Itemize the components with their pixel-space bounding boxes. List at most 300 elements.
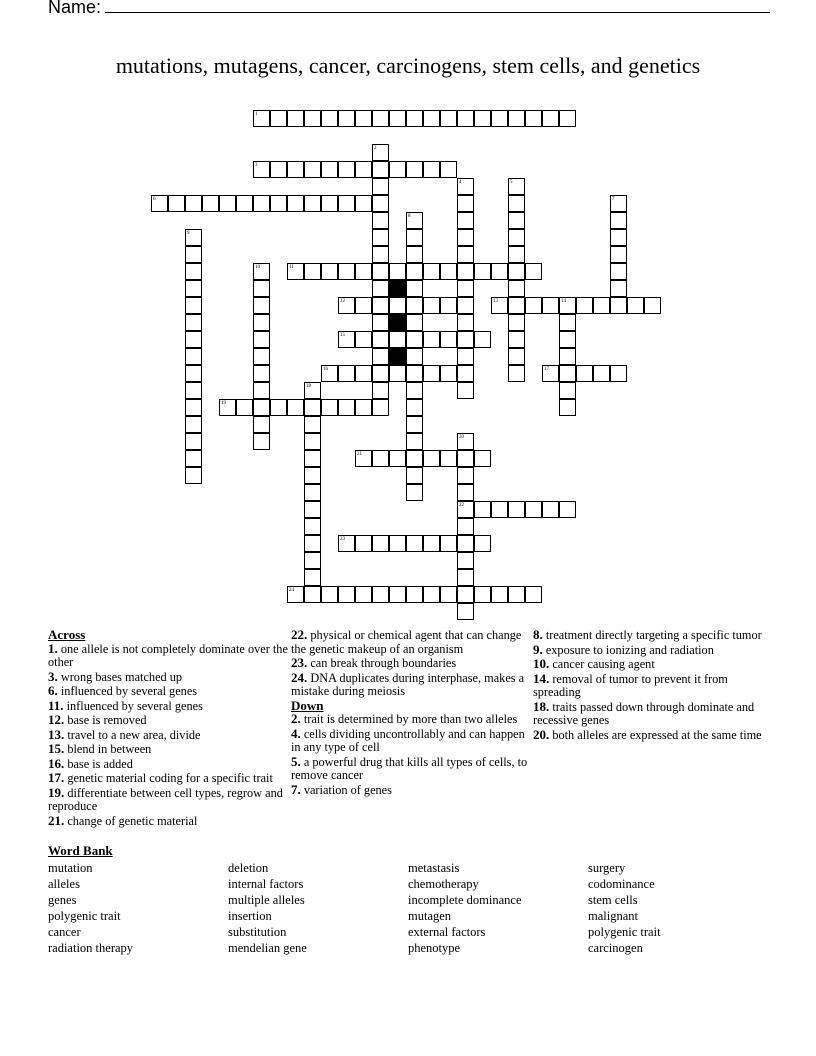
crossword-cell[interactable] — [304, 450, 321, 467]
crossword-cell[interactable] — [321, 195, 338, 212]
crossword-cell[interactable] — [542, 297, 559, 314]
clue-number: 20 — [459, 435, 464, 440]
crossword-cell[interactable] — [508, 297, 525, 314]
crossword-cell[interactable] — [423, 331, 440, 348]
crossword-cell[interactable] — [372, 450, 389, 467]
crossword-cell[interactable] — [542, 110, 559, 127]
crossword-cell[interactable] — [457, 263, 474, 280]
crossword-cell[interactable] — [457, 314, 474, 331]
word-bank-item: deletion — [228, 861, 269, 875]
crossword-cell[interactable] — [219, 195, 236, 212]
crossword-cell[interactable] — [440, 297, 457, 314]
crossword-cell[interactable] — [559, 314, 576, 331]
word-bank-item: external factors — [408, 925, 486, 939]
clue-number-label: 19. — [48, 784, 65, 800]
crossword-cell[interactable] — [525, 586, 542, 603]
crossword-cell[interactable] — [304, 484, 321, 501]
clue-item — [48, 670, 288, 685]
crossword-cell[interactable] — [440, 365, 457, 382]
crossword-cell[interactable] — [372, 144, 389, 161]
crossword-cell[interactable] — [406, 280, 423, 297]
crossword-cell[interactable] — [304, 518, 321, 535]
crossword-cell[interactable] — [372, 263, 389, 280]
crossword-cell[interactable] — [440, 586, 457, 603]
crossword-cell[interactable] — [338, 195, 355, 212]
word-bank-item: metastasis — [408, 861, 460, 875]
crossword-cell[interactable] — [253, 416, 270, 433]
crossword-cell[interactable] — [406, 365, 423, 382]
crossword-cell[interactable] — [406, 399, 423, 416]
crossword-cell[interactable] — [457, 603, 474, 620]
crossword-cell[interactable] — [559, 297, 576, 314]
crossword-cell[interactable] — [304, 416, 321, 433]
crossword-cell[interactable] — [287, 110, 304, 127]
clue-number-label: 7. — [291, 781, 301, 797]
crossword-cell[interactable] — [253, 161, 270, 178]
crossword-cell[interactable] — [457, 535, 474, 552]
crossword-cell[interactable] — [372, 195, 389, 212]
crossword-cell[interactable] — [457, 586, 474, 603]
crossword-cell[interactable] — [474, 535, 491, 552]
crossword-cell[interactable] — [457, 212, 474, 229]
crossword-cell[interactable] — [372, 348, 389, 365]
clue-number: 10 — [255, 265, 260, 270]
crossword-cell[interactable] — [389, 110, 406, 127]
crossword-cell[interactable] — [525, 501, 542, 518]
crossword-cell[interactable] — [236, 195, 253, 212]
crossword-cell[interactable] — [253, 433, 270, 450]
crossword-cell[interactable] — [253, 297, 270, 314]
crossword-cell[interactable] — [253, 365, 270, 382]
crossword-cell[interactable] — [406, 246, 423, 263]
crossword-cell[interactable] — [440, 331, 457, 348]
crossword-block — [389, 314, 406, 331]
crossword-cell[interactable] — [321, 110, 338, 127]
crossword-cell[interactable] — [457, 297, 474, 314]
clue-number: 24 — [289, 588, 294, 593]
crossword-cell[interactable] — [372, 178, 389, 195]
crossword-cell[interactable] — [508, 263, 525, 280]
crossword-cell[interactable] — [440, 110, 457, 127]
crossword-cell[interactable] — [372, 314, 389, 331]
crossword-cell[interactable] — [593, 365, 610, 382]
crossword-cell[interactable] — [423, 263, 440, 280]
crossword-cell[interactable] — [304, 161, 321, 178]
clue-item — [48, 713, 288, 728]
clue-item — [48, 757, 288, 772]
crossword-cell[interactable] — [559, 348, 576, 365]
clue-text: both alleles are expressed at the same time — [549, 727, 762, 742]
crossword-cell[interactable] — [440, 161, 457, 178]
crossword-cell[interactable] — [321, 399, 338, 416]
clue-text: genetic material coding for a specific trait — [64, 771, 273, 785]
crossword-cell[interactable] — [372, 365, 389, 382]
crossword-cell[interactable] — [559, 331, 576, 348]
crossword-cell[interactable] — [474, 586, 491, 603]
crossword-cell[interactable] — [287, 263, 304, 280]
crossword-cell[interactable] — [372, 246, 389, 263]
crossword-cell[interactable] — [406, 110, 423, 127]
crossword-cell[interactable] — [151, 195, 168, 212]
clue-number: 23 — [340, 537, 345, 542]
crossword-cell[interactable] — [355, 263, 372, 280]
crossword-cell[interactable] — [474, 263, 491, 280]
word-bank-item: mutation — [48, 861, 93, 875]
crossword-cell[interactable] — [457, 365, 474, 382]
crossword-cell[interactable] — [304, 263, 321, 280]
clue-text: DNA duplicates during interphase, makes a mistake during meiosis — [291, 670, 525, 698]
clue-number-label: 2. — [291, 711, 301, 726]
clues-column-3 — [533, 628, 773, 742]
crossword-cell[interactable] — [338, 297, 355, 314]
crossword-cell[interactable] — [610, 365, 627, 382]
crossword-cell[interactable] — [457, 229, 474, 246]
crossword-cell[interactable] — [457, 484, 474, 501]
crossword-cell[interactable] — [576, 365, 593, 382]
clue-text: influenced by several genes — [57, 684, 198, 698]
crossword-cell[interactable] — [610, 195, 627, 212]
crossword-cell[interactable] — [372, 535, 389, 552]
clue-text: base is added — [64, 756, 133, 771]
word-bank-item: carcinogen — [588, 941, 643, 955]
crossword-cell[interactable] — [270, 110, 287, 127]
crossword-cell[interactable] — [525, 263, 542, 280]
crossword-cell[interactable] — [338, 535, 355, 552]
crossword-cell[interactable] — [474, 110, 491, 127]
clue-number: 15 — [340, 333, 345, 338]
crossword-cell[interactable] — [389, 365, 406, 382]
crossword-cell[interactable] — [389, 450, 406, 467]
crossword-cell[interactable] — [508, 212, 525, 229]
crossword-cell[interactable] — [474, 501, 491, 518]
clue-number: 6 — [153, 197, 156, 202]
crossword-cell[interactable] — [457, 450, 474, 467]
crossword-cell[interactable] — [406, 348, 423, 365]
crossword-cell[interactable] — [491, 586, 508, 603]
crossword-cell[interactable] — [219, 399, 236, 416]
clue-item — [291, 656, 531, 671]
crossword-cell[interactable] — [304, 110, 321, 127]
crossword-cell[interactable] — [355, 331, 372, 348]
crossword-cell[interactable] — [542, 365, 559, 382]
crossword-cell[interactable] — [406, 382, 423, 399]
crossword-cell[interactable] — [253, 195, 270, 212]
clue-number: 13 — [493, 299, 498, 304]
crossword-cell[interactable] — [253, 263, 270, 280]
crossword-cell[interactable] — [389, 535, 406, 552]
crossword-cell[interactable] — [508, 280, 525, 297]
crossword-cell[interactable] — [372, 280, 389, 297]
crossword-cell[interactable] — [202, 195, 219, 212]
crossword-cell[interactable] — [406, 314, 423, 331]
crossword-cell[interactable] — [508, 178, 525, 195]
crossword-cell[interactable] — [355, 365, 372, 382]
crossword-cell[interactable] — [372, 110, 389, 127]
crossword-cell[interactable] — [321, 263, 338, 280]
crossword-cell[interactable] — [372, 297, 389, 314]
clue-item — [533, 628, 773, 643]
crossword-cell[interactable] — [423, 110, 440, 127]
crossword-cell[interactable] — [474, 331, 491, 348]
clue-number-label: 18. — [533, 698, 550, 714]
crossword-cell[interactable] — [406, 433, 423, 450]
crossword-cell[interactable] — [559, 110, 576, 127]
crossword-cell[interactable] — [406, 263, 423, 280]
crossword-cell[interactable] — [406, 484, 423, 501]
crossword-cell[interactable] — [389, 331, 406, 348]
crossword-cell[interactable] — [457, 178, 474, 195]
crossword-cell[interactable] — [355, 110, 372, 127]
crossword-cell[interactable] — [542, 501, 559, 518]
crossword-cell[interactable] — [389, 297, 406, 314]
crossword-cell[interactable] — [423, 365, 440, 382]
crossword-cell[interactable] — [185, 382, 202, 399]
crossword-cell[interactable] — [185, 433, 202, 450]
crossword-cell[interactable] — [610, 246, 627, 263]
crossword-cell[interactable] — [185, 263, 202, 280]
crossword-cell[interactable] — [185, 416, 202, 433]
crossword-cell[interactable] — [610, 229, 627, 246]
crossword-cell[interactable] — [610, 212, 627, 229]
crossword-cell[interactable] — [508, 314, 525, 331]
crossword-cell[interactable] — [185, 195, 202, 212]
clue-item — [48, 642, 288, 670]
crossword-cell[interactable] — [406, 467, 423, 484]
crossword-cell[interactable] — [610, 263, 627, 280]
crossword-cell[interactable] — [338, 110, 355, 127]
crossword-cell[interactable] — [304, 501, 321, 518]
crossword-cell[interactable] — [457, 433, 474, 450]
crossword-cell[interactable] — [576, 297, 593, 314]
crossword-cell[interactable] — [287, 586, 304, 603]
crossword-cell[interactable] — [457, 467, 474, 484]
crossword-cell[interactable] — [338, 263, 355, 280]
crossword-cell[interactable] — [406, 161, 423, 178]
crossword-cell[interactable] — [389, 586, 406, 603]
crossword-cell[interactable] — [372, 212, 389, 229]
clue-text: trait is determined by more than two alleles — [300, 712, 518, 726]
crossword-cell[interactable] — [406, 586, 423, 603]
crossword-cell[interactable] — [372, 586, 389, 603]
crossword-cell[interactable] — [423, 586, 440, 603]
crossword-cell[interactable] — [457, 348, 474, 365]
crossword-cell[interactable] — [372, 399, 389, 416]
crossword-cell[interactable] — [304, 467, 321, 484]
crossword-cell[interactable] — [423, 450, 440, 467]
crossword-cell[interactable] — [525, 110, 542, 127]
crossword-cell[interactable] — [253, 382, 270, 399]
crossword-cell[interactable] — [355, 450, 372, 467]
crossword-cell[interactable] — [525, 297, 542, 314]
clue-number-label: 23. — [291, 655, 308, 670]
crossword-cell[interactable] — [185, 365, 202, 382]
crossword-cell[interactable] — [253, 331, 270, 348]
clue-number-label: 13. — [48, 726, 65, 742]
crossword-cell[interactable] — [440, 450, 457, 467]
clue-number: 4 — [459, 180, 462, 185]
crossword-cell[interactable] — [185, 314, 202, 331]
crossword-cell[interactable] — [406, 212, 423, 229]
crossword-cell[interactable] — [491, 297, 508, 314]
crossword-cell[interactable] — [304, 433, 321, 450]
clue-item — [48, 699, 288, 714]
crossword-cell[interactable] — [304, 195, 321, 212]
word-bank-item: mutagen — [408, 909, 452, 923]
crossword-cell[interactable] — [253, 399, 270, 416]
clue-text: influenced by several genes — [63, 698, 203, 713]
crossword-cell[interactable] — [338, 331, 355, 348]
crossword-cell[interactable] — [508, 586, 525, 603]
crossword-cell[interactable] — [440, 535, 457, 552]
crossword-cell[interactable] — [406, 229, 423, 246]
crossword-cell[interactable] — [253, 314, 270, 331]
crossword-cell[interactable] — [321, 365, 338, 382]
crossword-cell[interactable] — [457, 518, 474, 535]
crossword-cell[interactable] — [304, 569, 321, 586]
clue-number: 2 — [374, 146, 377, 151]
crossword-cell[interactable] — [287, 161, 304, 178]
clues-column-1 — [48, 628, 288, 828]
crossword-cell[interactable] — [508, 365, 525, 382]
crossword-cell[interactable] — [338, 161, 355, 178]
crossword-cell[interactable] — [355, 399, 372, 416]
crossword-cell[interactable] — [372, 161, 389, 178]
crossword-cell[interactable] — [491, 263, 508, 280]
crossword-cell[interactable] — [304, 399, 321, 416]
crossword-cell[interactable] — [355, 535, 372, 552]
crossword-cell[interactable] — [185, 229, 202, 246]
crossword-cell[interactable] — [372, 229, 389, 246]
crossword-cell[interactable] — [253, 280, 270, 297]
crossword-cell[interactable] — [440, 263, 457, 280]
crossword-cell[interactable] — [321, 586, 338, 603]
clue-item — [48, 728, 288, 743]
word-bank-heading: Word Bank — [48, 843, 113, 858]
crossword-cell[interactable] — [185, 280, 202, 297]
clue-item — [48, 771, 288, 786]
crossword-cell[interactable] — [355, 195, 372, 212]
crossword-cell[interactable] — [389, 161, 406, 178]
crossword-cell[interactable] — [559, 399, 576, 416]
clue-item — [533, 643, 773, 658]
clue-number-label: 11. — [48, 697, 64, 713]
crossword-cell[interactable] — [508, 501, 525, 518]
crossword-cell[interactable] — [559, 365, 576, 382]
name-field[interactable] — [48, 0, 770, 18]
crossword-cell[interactable] — [508, 246, 525, 263]
crossword-cell[interactable] — [508, 110, 525, 127]
crossword-cell[interactable] — [304, 535, 321, 552]
clue-text: blend in between — [64, 742, 152, 756]
crossword-cell[interactable] — [423, 535, 440, 552]
crossword-cell[interactable] — [321, 161, 338, 178]
crossword-cell[interactable] — [185, 331, 202, 348]
crossword-cell[interactable] — [253, 110, 270, 127]
crossword-cell[interactable] — [270, 161, 287, 178]
crossword-cell[interactable] — [355, 297, 372, 314]
word-bank-item: malignant — [588, 909, 638, 923]
crossword-cell[interactable] — [423, 297, 440, 314]
crossword-cell[interactable] — [287, 195, 304, 212]
crossword-cell[interactable] — [593, 297, 610, 314]
crossword-cell[interactable] — [508, 229, 525, 246]
crossword-cell[interactable] — [457, 195, 474, 212]
crossword-cell[interactable] — [406, 450, 423, 467]
crossword-cell[interactable] — [508, 348, 525, 365]
crossword-cell[interactable] — [610, 297, 627, 314]
crossword-cell[interactable] — [389, 263, 406, 280]
clue-number: 11 — [289, 265, 294, 270]
clue-text: cancer causing agent — [549, 657, 655, 671]
crossword-cell[interactable] — [355, 586, 372, 603]
word-bank-item: chemotherapy — [408, 877, 479, 891]
clue-text: exposure to ionizing and radiation — [542, 642, 714, 657]
crossword-cell[interactable] — [457, 552, 474, 569]
crossword-cell[interactable] — [287, 399, 304, 416]
crossword-cell[interactable] — [304, 552, 321, 569]
crossword-cell[interactable] — [304, 586, 321, 603]
crossword-cell[interactable] — [491, 110, 508, 127]
crossword-cell[interactable] — [559, 501, 576, 518]
crossword-cell[interactable] — [610, 280, 627, 297]
clue-text: one allele is not completely dominate over the other — [48, 641, 288, 669]
crossword-cell[interactable] — [270, 195, 287, 212]
crossword-cell[interactable] — [457, 246, 474, 263]
clue-item — [48, 684, 288, 699]
crossword-cell[interactable] — [372, 382, 389, 399]
crossword-cell[interactable] — [457, 569, 474, 586]
clue-number: 5 — [510, 180, 513, 185]
crossword-cell[interactable] — [185, 467, 202, 484]
crossword-cell[interactable] — [355, 161, 372, 178]
crossword-cell[interactable] — [457, 280, 474, 297]
crossword-cell[interactable] — [185, 450, 202, 467]
crossword-cell[interactable] — [406, 535, 423, 552]
clue-number: 19 — [221, 401, 226, 406]
crossword-cell[interactable] — [185, 246, 202, 263]
crossword-cell[interactable] — [338, 586, 355, 603]
crossword-cell[interactable] — [457, 110, 474, 127]
crossword-cell[interactable] — [185, 348, 202, 365]
crossword-cell[interactable] — [474, 450, 491, 467]
crossword-cell[interactable] — [406, 297, 423, 314]
crossword-cell[interactable] — [338, 365, 355, 382]
crossword-cell[interactable] — [406, 416, 423, 433]
crossword-cell[interactable] — [304, 382, 321, 399]
crossword-cell[interactable] — [457, 501, 474, 518]
crossword-cell[interactable] — [185, 297, 202, 314]
crossword-cell[interactable] — [423, 161, 440, 178]
word-bank-item: polygenic trait — [588, 925, 661, 939]
crossword-cell[interactable] — [491, 501, 508, 518]
crossword-cell[interactable] — [457, 382, 474, 399]
crossword-cell[interactable] — [457, 331, 474, 348]
crossword-cell[interactable] — [508, 331, 525, 348]
crossword-cell[interactable] — [338, 399, 355, 416]
crossword-cell[interactable] — [508, 195, 525, 212]
crossword-cell[interactable] — [644, 297, 661, 314]
crossword-cell[interactable] — [236, 399, 253, 416]
crossword-cell[interactable] — [253, 348, 270, 365]
crossword-cell[interactable] — [406, 331, 423, 348]
crossword-cell[interactable] — [372, 331, 389, 348]
crossword-cell[interactable] — [559, 382, 576, 399]
crossword-cell[interactable] — [627, 297, 644, 314]
crossword-cell[interactable] — [185, 399, 202, 416]
crossword-cell[interactable] — [168, 195, 185, 212]
crossword-cell[interactable] — [270, 399, 287, 416]
page-title: mutations, mutagens, cancer, carcinogens, stem cells, and genetics — [115, 53, 701, 78]
